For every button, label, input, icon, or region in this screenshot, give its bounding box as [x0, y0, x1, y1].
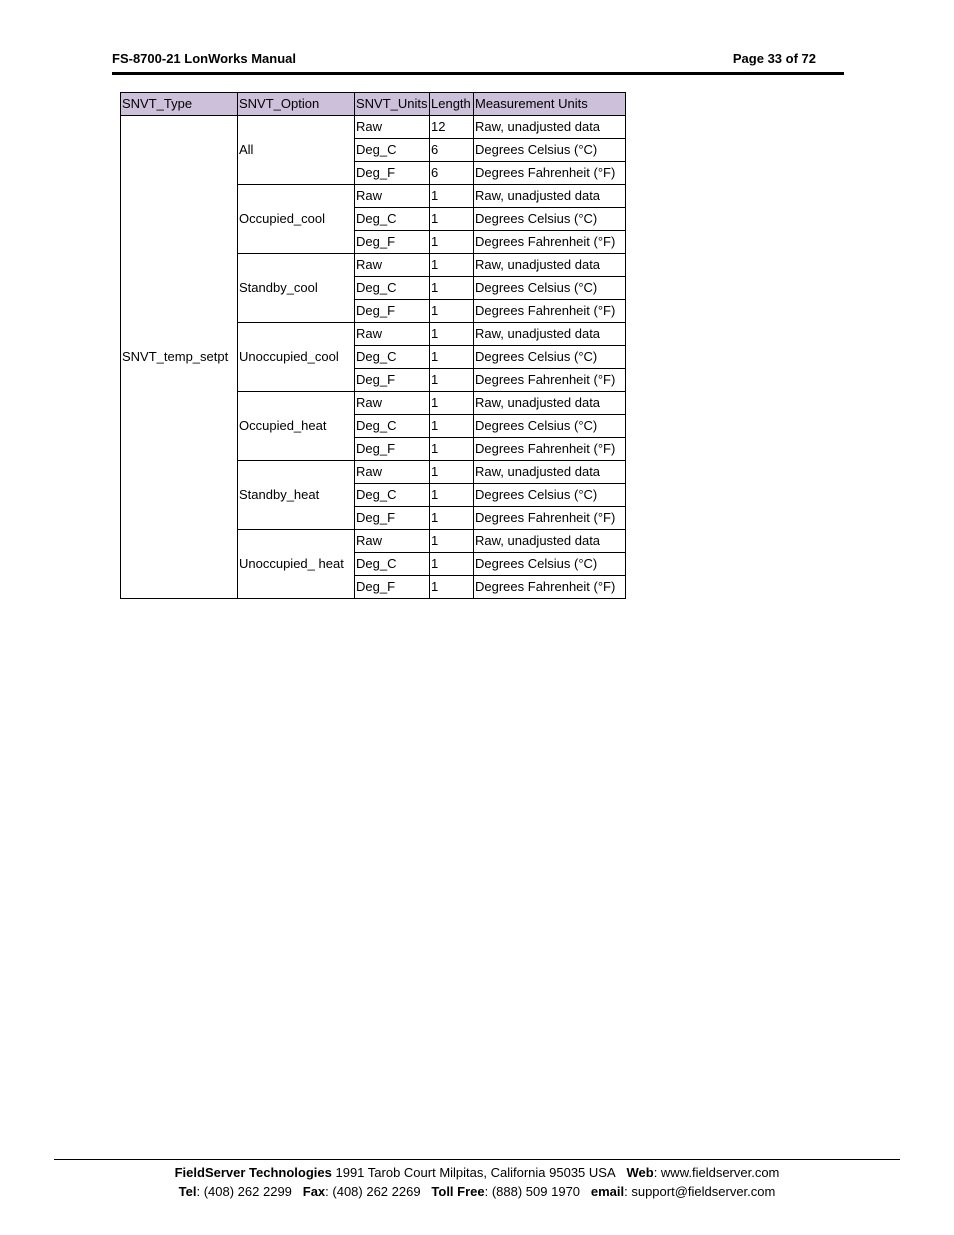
- snvt-units-cell: Deg_F: [355, 438, 430, 461]
- measurement-units-cell: Degrees Celsius (°C): [474, 139, 626, 162]
- table-row: [121, 116, 626, 139]
- measurement-units-cell: Raw, unadjusted data: [474, 185, 626, 208]
- column-header: SNVT_Type: [121, 93, 238, 116]
- snvt-option-cell: Standby_heat: [238, 461, 355, 530]
- snvt-table: [120, 92, 626, 599]
- length-cell: 1: [430, 323, 474, 346]
- snvt-units-cell: Raw: [355, 392, 430, 415]
- snvt-units-cell: Deg_C: [355, 346, 430, 369]
- snvt-units-cell: Deg_C: [355, 277, 430, 300]
- snvt-option-cell: Occupied_heat: [238, 392, 355, 461]
- length-cell: 1: [430, 553, 474, 576]
- length-cell: 1: [430, 208, 474, 231]
- snvt-units-cell: Raw: [355, 185, 430, 208]
- table-body: [121, 116, 626, 599]
- snvt-units-cell: Deg_C: [355, 484, 430, 507]
- length-cell: 1: [430, 507, 474, 530]
- snvt-units-cell: Deg_F: [355, 162, 430, 185]
- measurement-units-cell: Degrees Celsius (°C): [474, 484, 626, 507]
- measurement-units-cell: Raw, unadjusted data: [474, 254, 626, 277]
- length-cell: 1: [430, 277, 474, 300]
- length-cell: 1: [430, 461, 474, 484]
- page-header: [112, 50, 844, 75]
- email-link[interactable]: : support@fieldserver.com: [624, 1184, 776, 1199]
- column-header: SNVT_Units: [355, 93, 430, 116]
- column-header: Length: [430, 93, 474, 116]
- measurement-units-cell: Degrees Fahrenheit (°F): [474, 369, 626, 392]
- measurement-units-cell: Degrees Celsius (°C): [474, 415, 626, 438]
- measurement-units-cell: Degrees Fahrenheit (°F): [474, 507, 626, 530]
- fax-value: : (408) 262 2269: [325, 1184, 421, 1199]
- tel-label: Tel: [178, 1184, 197, 1199]
- page-footer: [54, 1159, 900, 1201]
- measurement-units-cell: Degrees Fahrenheit (°F): [474, 300, 626, 323]
- company-name: FieldServer Technologies: [174, 1165, 332, 1180]
- length-cell: 1: [430, 346, 474, 369]
- measurement-units-cell: Degrees Fahrenheit (°F): [474, 438, 626, 461]
- snvt-option-cell: Occupied_cool: [238, 185, 355, 254]
- snvt-option-cell: Unoccupied_cool: [238, 323, 355, 392]
- measurement-units-cell: Degrees Fahrenheit (°F): [474, 162, 626, 185]
- length-cell: 1: [430, 231, 474, 254]
- measurement-units-cell: Degrees Celsius (°C): [474, 553, 626, 576]
- snvt-units-cell: Deg_C: [355, 208, 430, 231]
- email-label: email: [590, 1184, 625, 1199]
- measurement-units-cell: Degrees Fahrenheit (°F): [474, 231, 626, 254]
- snvt-units-cell: Deg_F: [355, 507, 430, 530]
- fax-label: Fax: [302, 1184, 326, 1199]
- snvt-units-cell: Raw: [355, 116, 430, 139]
- length-cell: 1: [430, 369, 474, 392]
- tollfree-value: : (888) 509 1970: [484, 1184, 581, 1199]
- snvt-units-cell: Deg_C: [355, 553, 430, 576]
- company-address: 1991 Tarob Court Milpitas, California 95035 USA: [331, 1165, 616, 1180]
- measurement-units-cell: Raw, unadjusted data: [474, 392, 626, 415]
- measurement-units-cell: Raw, unadjusted data: [474, 323, 626, 346]
- length-cell: 6: [430, 162, 474, 185]
- snvt-units-cell: Deg_F: [355, 369, 430, 392]
- snvt-option-cell: All: [238, 116, 355, 185]
- snvt-option-cell: Unoccupied_ heat: [238, 530, 355, 599]
- length-cell: 12: [430, 116, 474, 139]
- snvt-units-cell: Raw: [355, 461, 430, 484]
- footer-line-2: [54, 1182, 900, 1201]
- length-cell: 1: [430, 415, 474, 438]
- web-link[interactable]: : www.fieldserver.com: [653, 1165, 780, 1180]
- snvt-units-cell: Raw: [355, 323, 430, 346]
- snvt-units-cell: Deg_C: [355, 139, 430, 162]
- web-label: Web: [626, 1165, 654, 1180]
- measurement-units-cell: Degrees Celsius (°C): [474, 346, 626, 369]
- snvt-units-cell: Raw: [355, 254, 430, 277]
- length-cell: 1: [430, 185, 474, 208]
- tel-value: : (408) 262 2299: [196, 1184, 292, 1199]
- length-cell: 1: [430, 254, 474, 277]
- measurement-units-cell: Degrees Celsius (°C): [474, 208, 626, 231]
- column-header: SNVT_Option: [238, 93, 355, 116]
- snvt-units-cell: Deg_C: [355, 415, 430, 438]
- measurement-units-cell: Degrees Fahrenheit (°F): [474, 576, 626, 599]
- snvt-units-cell: Raw: [355, 530, 430, 553]
- column-header: Measurement Units: [474, 93, 626, 116]
- page-number: Page 33 of 72: [732, 51, 816, 66]
- footer-line-1: [54, 1163, 900, 1182]
- length-cell: 1: [430, 300, 474, 323]
- snvt-units-cell: Deg_F: [355, 231, 430, 254]
- length-cell: 1: [430, 484, 474, 507]
- length-cell: 6: [430, 139, 474, 162]
- measurement-units-cell: Degrees Celsius (°C): [474, 277, 626, 300]
- length-cell: 1: [430, 576, 474, 599]
- snvt-type-cell: SNVT_temp_setpt: [121, 116, 238, 599]
- tollfree-label: Toll Free: [431, 1184, 485, 1199]
- measurement-units-cell: Raw, unadjusted data: [474, 461, 626, 484]
- table-header-row: [121, 93, 626, 116]
- manual-title: FS-8700-21 LonWorks Manual: [112, 51, 296, 66]
- length-cell: 1: [430, 530, 474, 553]
- measurement-units-cell: Raw, unadjusted data: [474, 530, 626, 553]
- length-cell: 1: [430, 392, 474, 415]
- snvt-units-cell: Deg_F: [355, 576, 430, 599]
- snvt-option-cell: Standby_cool: [238, 254, 355, 323]
- length-cell: 1: [430, 438, 474, 461]
- measurement-units-cell: Raw, unadjusted data: [474, 116, 626, 139]
- snvt-units-cell: Deg_F: [355, 300, 430, 323]
